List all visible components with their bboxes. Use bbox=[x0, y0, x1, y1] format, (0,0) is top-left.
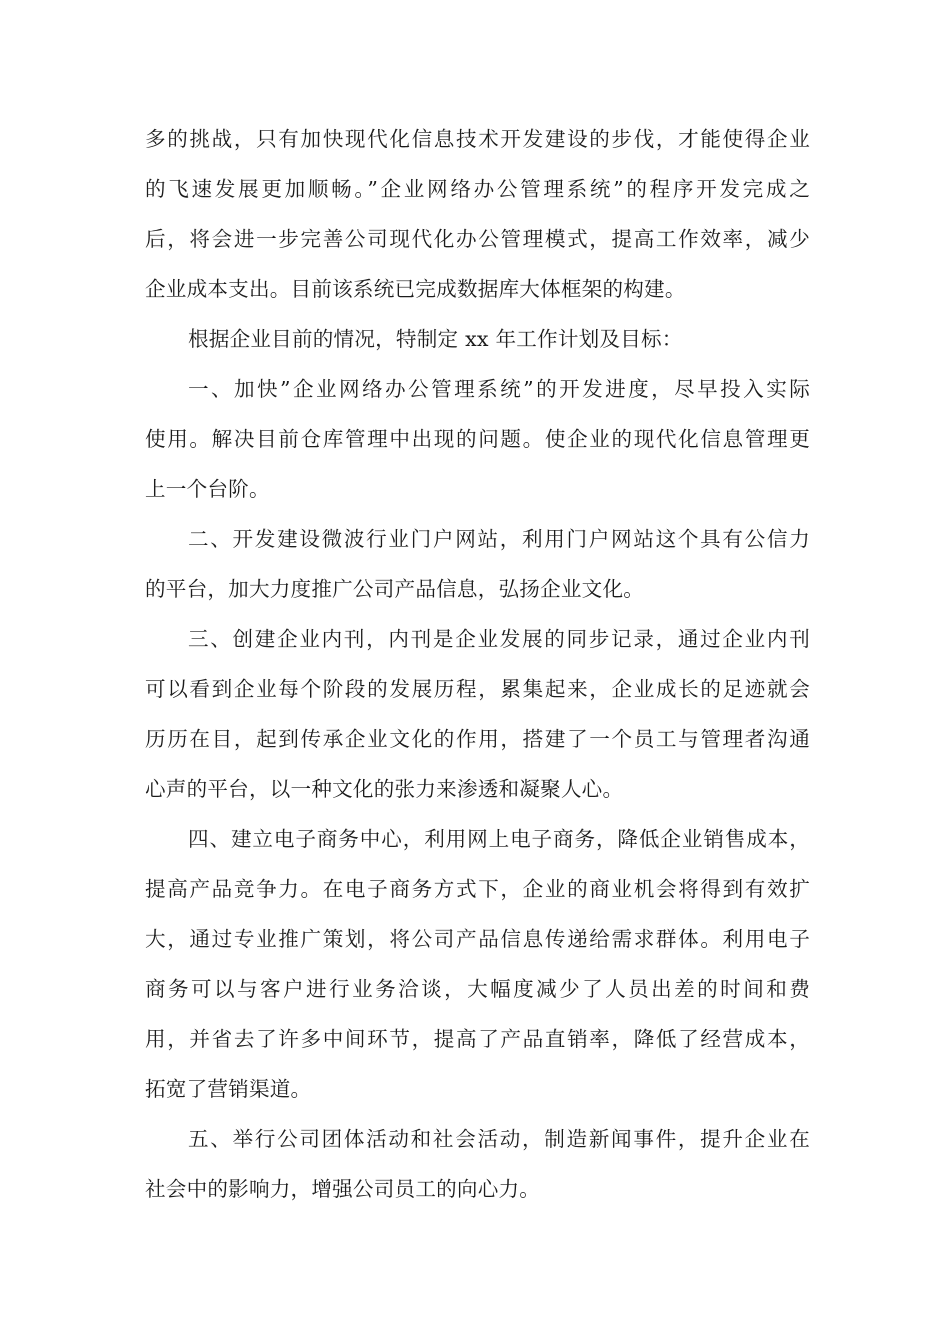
text-line-6: 一、加快”企业网络办公管理系统”的开发进度，尽早投入实际 bbox=[188, 377, 810, 401]
text-line-11: 三、创建企业内刊，内刊是企业发展的同步记录，通过企业内刊 bbox=[188, 627, 810, 651]
text-line-4: 企业成本支出。目前该系统已完成数据库大体框架的构建。 bbox=[145, 277, 686, 301]
text-line-14: 心声的平台，以一种文化的张力来渗透和凝聚人心。 bbox=[145, 777, 624, 801]
text-line-13: 历历在目，起到传承企业文化的作用，搭建了一个员工与管理者沟通 bbox=[145, 727, 810, 751]
text-line-16: 提高产品竞争力。在电子商务方式下，企业的商业机会将得到有效扩 bbox=[145, 877, 810, 901]
text-line-20: 拓宽了营销渠道。 bbox=[145, 1077, 312, 1101]
text-line-9: 二、开发建设微波行业门户网站，利用门户网站这个具有公信力 bbox=[188, 527, 810, 551]
text-line-2: 的飞速发展更加顺畅。”企业网络办公管理系统”的程序开发完成之 bbox=[145, 177, 810, 201]
text-line-1: 多的挑战，只有加快现代化信息技术开发建设的步伐，才能使得企业 bbox=[145, 127, 810, 151]
text-line-17: 大，通过专业推广策划，将公司产品信息传递给需求群体。利用电子 bbox=[145, 927, 810, 951]
text-line-21: 五、举行公司团体活动和社会活动，制造新闻事件，提升企业在 bbox=[188, 1127, 810, 1151]
text-line-19: 用，并省去了许多中间环节，提高了产品直销率，降低了经营成本， bbox=[145, 1027, 810, 1051]
text-line-8: 上一个台阶。 bbox=[145, 477, 270, 501]
text-line-15: 四、建立电子商务中心，利用网上电子商务，降低企业销售成本， bbox=[188, 827, 810, 851]
text-line-10: 的平台，加大力度推广公司产品信息，弘扬企业文化。 bbox=[145, 577, 645, 601]
text-line-3: 后，将会进一步完善公司现代化办公管理模式，提高工作效率，减少 bbox=[145, 227, 810, 251]
text-line-18: 商务可以与客户进行业务洽谈，大幅度减少了人员出差的时间和费 bbox=[145, 977, 810, 1001]
text-line-22: 社会中的影响力，增强公司员工的向心力。 bbox=[145, 1177, 541, 1201]
text-line-7: 使用。解决目前仓库管理中出现的问题。使企业的现代化信息管理更 bbox=[145, 427, 810, 451]
text-line-5: 根据企业目前的情况，特制定 xx 年工作计划及目标： bbox=[188, 327, 683, 351]
text-line-12: 可以看到企业每个阶段的发展历程，累集起来，企业成长的足迹就会 bbox=[145, 677, 810, 701]
